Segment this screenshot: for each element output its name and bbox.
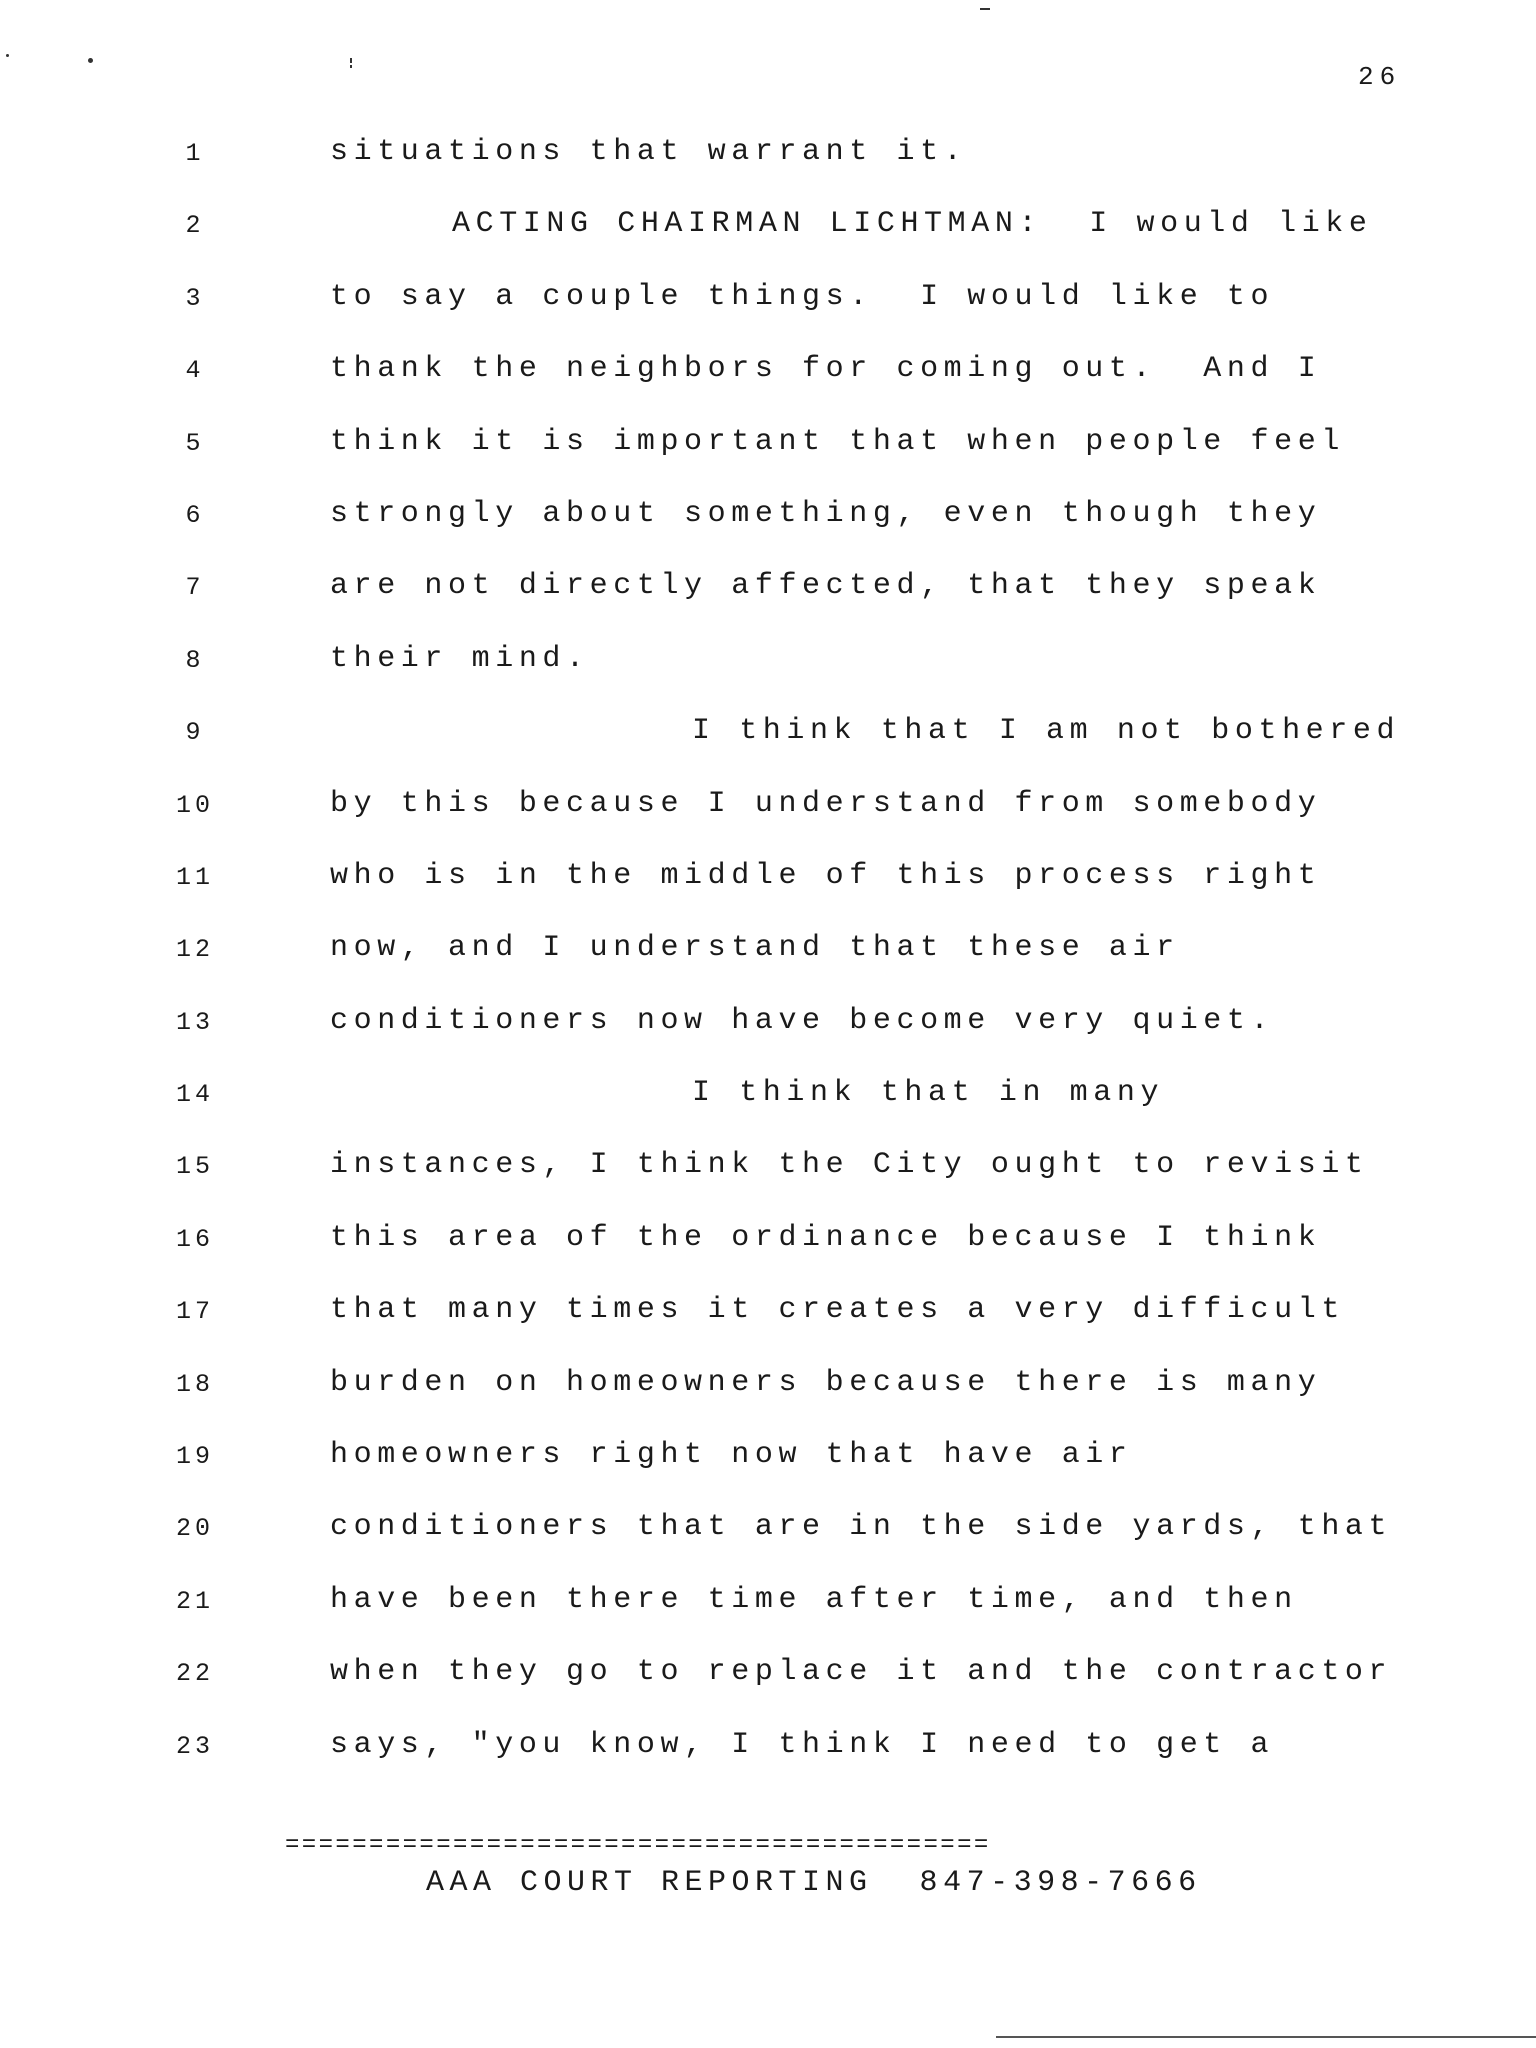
transcript-line — [0, 423, 1536, 495]
transcript-line — [0, 1219, 1536, 1291]
line-text: burden on homeowners because there is many — [330, 1365, 1322, 1400]
line-text: strongly about something, even though they — [330, 496, 1322, 531]
transcript-line — [0, 278, 1536, 350]
line-text: instances, I think the City ought to revisit — [330, 1148, 1369, 1183]
line-text: their mind. — [330, 641, 590, 676]
transcript-line — [0, 929, 1536, 1001]
line-text: to say a couple things. I would like to — [330, 279, 1275, 314]
transcript-line — [0, 1726, 1536, 1798]
line-number: 12 — [175, 935, 214, 965]
line-number: 18 — [175, 1369, 214, 1399]
line-number: 15 — [175, 1152, 214, 1182]
line-text: says, "you know, I think I need to get a — [330, 1727, 1275, 1762]
scan-speck — [350, 65, 352, 68]
bottom-scan-edge — [996, 2036, 1536, 2038]
line-number: 1 — [185, 139, 205, 168]
transcript-line — [0, 640, 1536, 712]
line-number: 9 — [185, 718, 205, 748]
scan-speck — [350, 58, 352, 63]
line-text: this area of the ordinance because I think — [330, 1220, 1322, 1255]
line-number: 7 — [185, 573, 205, 603]
line-text: I think that I am not bothered — [692, 714, 1401, 749]
footer-rule: ========================================== — [285, 1832, 991, 1859]
line-text: I think that in many — [692, 1076, 1165, 1111]
scan-speck — [88, 58, 93, 63]
line-text: have been there time after time, and then — [330, 1582, 1298, 1617]
transcript-line — [0, 567, 1536, 639]
transcript-line — [0, 350, 1536, 422]
line-text: by this because I understand from somebody — [330, 786, 1322, 821]
line-number: 20 — [175, 1514, 214, 1544]
transcript-body — [0, 133, 1536, 1798]
transcript-line — [0, 1002, 1536, 1074]
line-number: 16 — [175, 1224, 214, 1254]
line-number: 10 — [175, 790, 214, 820]
line-text: homeowners right now that have air — [330, 1438, 1133, 1473]
transcript-line — [0, 205, 1536, 277]
transcript-line — [0, 1436, 1536, 1508]
transcript-line — [0, 785, 1536, 857]
line-number: 19 — [175, 1442, 214, 1472]
line-number: 21 — [175, 1586, 214, 1616]
line-text: when they go to replace it and the contractor — [330, 1655, 1393, 1690]
scan-speck — [980, 8, 990, 10]
transcript-line — [0, 1581, 1536, 1653]
line-number: 22 — [175, 1659, 214, 1689]
line-text: that many times it creates a very difficult — [330, 1293, 1345, 1328]
line-number: 4 — [185, 356, 205, 386]
transcript-line — [0, 1291, 1536, 1363]
transcript-line — [0, 1146, 1536, 1218]
transcript-line — [0, 712, 1536, 784]
line-number: 11 — [175, 862, 214, 892]
line-text: conditioners now have become very quiet. — [330, 1003, 1275, 1038]
line-number: 17 — [175, 1297, 214, 1327]
transcript-line — [0, 495, 1536, 567]
line-number: 14 — [175, 1080, 214, 1110]
line-number: 5 — [185, 428, 205, 458]
line-text: thank the neighbors for coming out. And I — [330, 352, 1322, 387]
footer-court-reporting: AAA COURT REPORTING 847-398-7666 — [426, 1866, 1202, 1900]
line-number: 8 — [185, 645, 205, 675]
scan-speck — [6, 54, 9, 57]
line-text: situations that warrant it. — [330, 135, 968, 169]
line-text: who is in the middle of this process right — [330, 858, 1322, 893]
line-number: 6 — [185, 500, 205, 530]
page-number: 26 — [1358, 62, 1402, 92]
line-number: 3 — [185, 283, 205, 313]
transcript-line — [0, 857, 1536, 929]
transcript-line — [0, 1364, 1536, 1436]
line-text: ACTING CHAIRMAN LICHTMAN: I would like — [452, 207, 1373, 242]
line-text: now, and I understand that these air — [330, 931, 1180, 966]
line-text: think it is important that when people feel — [330, 424, 1345, 459]
line-text: conditioners that are in the side yards, that — [330, 1510, 1393, 1545]
transcript-line — [0, 1653, 1536, 1725]
transcript-line — [0, 1508, 1536, 1580]
line-text: are not directly affected, that they speak — [330, 569, 1322, 604]
transcript-line — [0, 1074, 1536, 1146]
line-number: 2 — [185, 211, 205, 241]
line-number: 13 — [175, 1007, 214, 1037]
transcript-line — [0, 133, 1536, 205]
line-number: 23 — [175, 1731, 214, 1761]
